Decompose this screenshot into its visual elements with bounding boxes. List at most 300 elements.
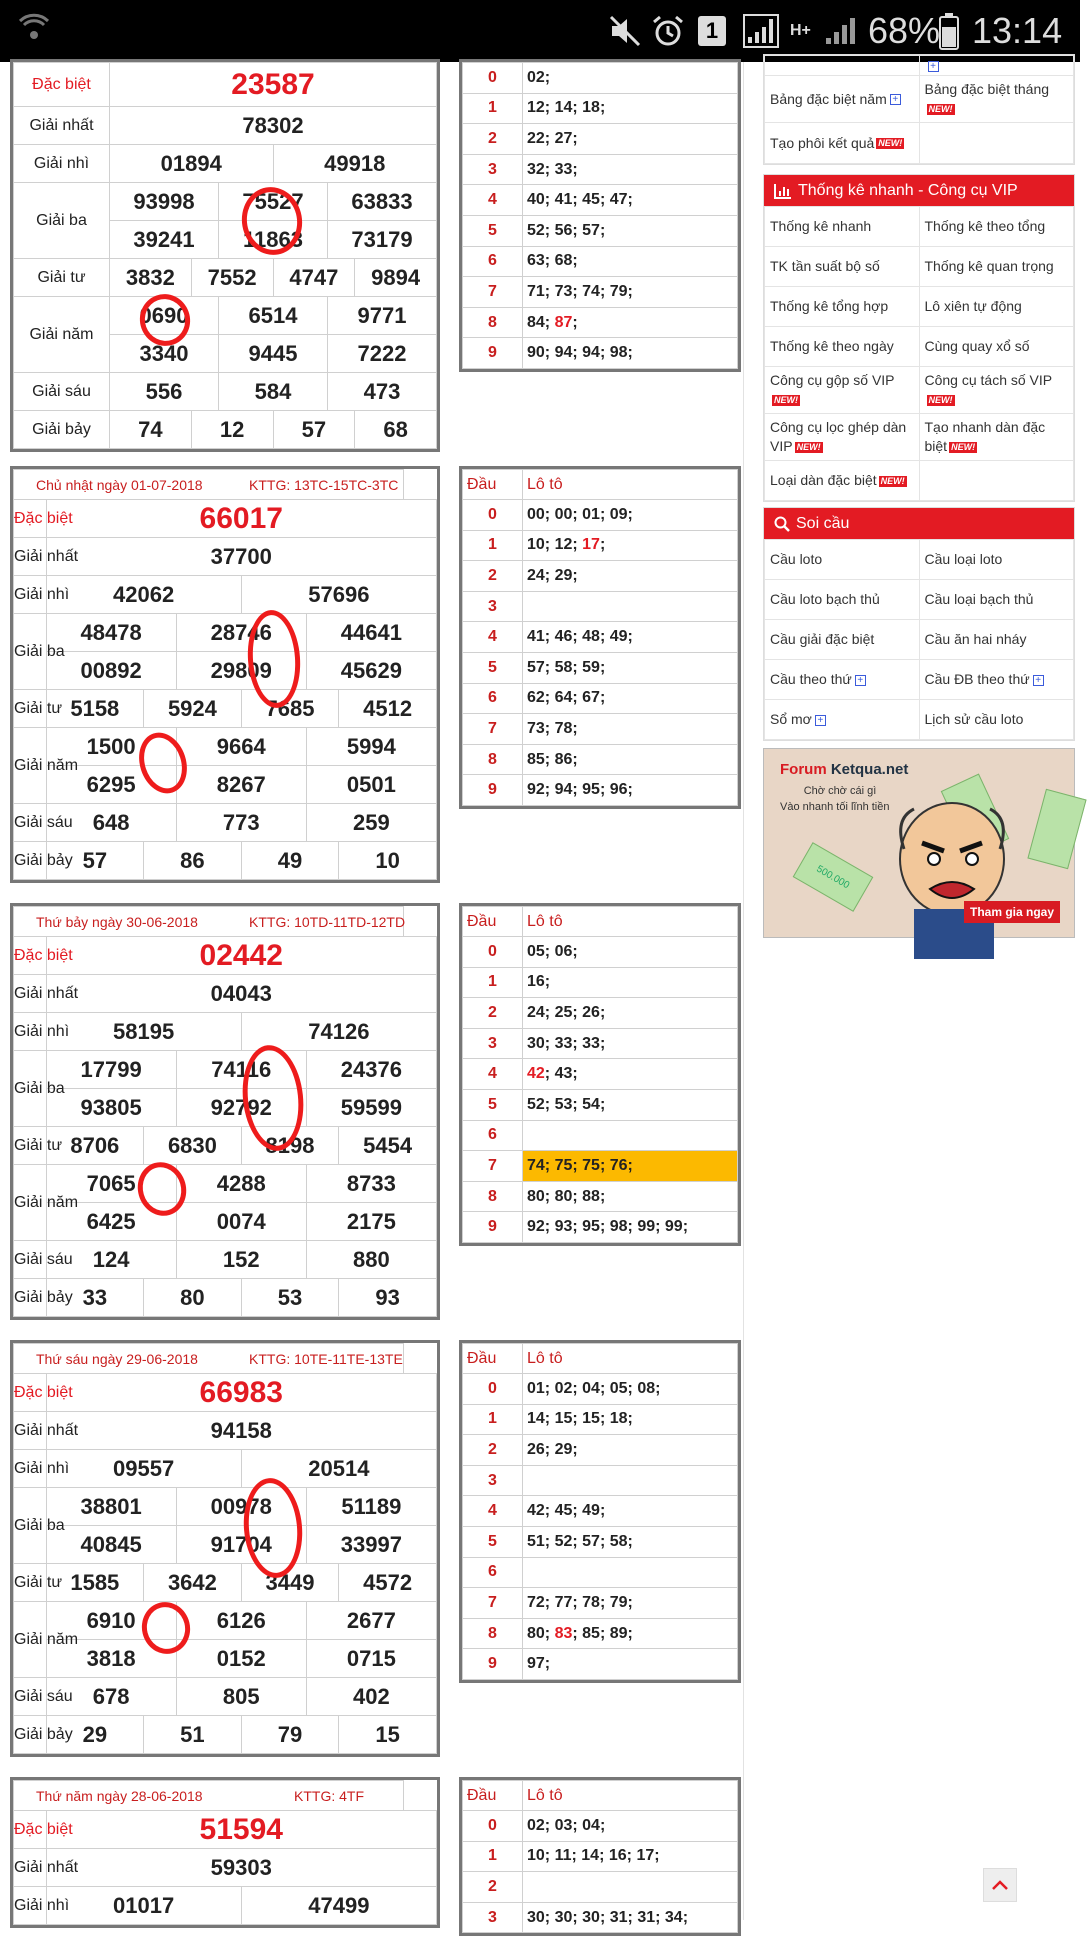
dau-digit: 4: [463, 1059, 523, 1090]
loto-cell: 26; 29;: [523, 1435, 738, 1466]
loto-table: [459, 903, 741, 1246]
third-prize: 29809: [176, 652, 306, 690]
loto-number: 85: [582, 1624, 600, 1642]
third-prize: 33997: [306, 1526, 436, 1564]
sidebar-link-bang-dac-biet-nam[interactable]: Bảng đặc biệt năm +: [765, 76, 920, 123]
plus-icon: +: [815, 715, 826, 726]
dau-digit: 3: [463, 154, 523, 185]
loto-number: 05: [527, 942, 545, 960]
label-giai-nhi: Giải nhì: [14, 145, 110, 183]
loto-number: 83: [554, 1624, 573, 1642]
label-giai-nhi: Giải nhì: [14, 576, 47, 614]
loto-table: [459, 1777, 741, 1936]
sixth-prize: 473: [328, 373, 437, 411]
loto-number: 98: [609, 1218, 628, 1236]
fifth-prize: 8733: [306, 1165, 436, 1203]
join-button[interactable]: Tham gia ngay: [964, 901, 1060, 923]
loto-cell: 22; 27;: [523, 124, 738, 155]
seventh-prize: 57: [273, 411, 355, 449]
loto-number: 79: [609, 282, 628, 300]
loto-number: 52: [554, 1532, 573, 1550]
draw-header[interactable]: [14, 907, 404, 937]
loto-number: 63: [527, 252, 545, 270]
loto-number: 99: [637, 1218, 656, 1236]
loto-header: Lô tô: [523, 907, 738, 937]
label-dac-biet: Đặc biệt: [14, 63, 110, 107]
loto-cell: 32; 33;: [523, 154, 738, 185]
loto-number: 98: [609, 344, 628, 362]
status-bar: [0, 0, 1080, 62]
fifth-prize: 0715: [306, 1640, 436, 1678]
loto-number: 57: [582, 1532, 600, 1550]
loto-number: 73: [527, 719, 545, 737]
third-prize: 40845: [46, 1526, 176, 1564]
dau-digit: 2: [463, 561, 523, 592]
loto-number: 09: [609, 505, 628, 523]
dau-digit: 3: [463, 1028, 523, 1059]
second-prize: 57696: [241, 576, 436, 614]
fourth-prize: 7685: [241, 690, 339, 728]
loto-cell: 24; 25; 26;: [523, 998, 738, 1029]
loto-header: Lô tô: [523, 1781, 738, 1811]
special-prize: 66017: [46, 500, 436, 538]
alarm-icon: [650, 0, 686, 62]
loto-number: 74: [527, 1156, 545, 1174]
fifth-prize: 6910: [46, 1602, 176, 1640]
dau-digit: 0: [463, 63, 523, 94]
loto-number: 25: [554, 1003, 573, 1021]
bar-chart-icon: [774, 183, 792, 199]
loto-number: 53: [554, 1095, 573, 1113]
loto-number: 31: [609, 1908, 628, 1926]
fourth-prize: 4747: [273, 259, 355, 297]
loto-number: 93: [554, 1218, 573, 1236]
loto-cell: 42; 43;: [523, 1059, 738, 1090]
loto-cell: 97;: [523, 1649, 738, 1680]
sixth-prize: 880: [306, 1241, 436, 1279]
sidebar-link-bang-dac-biet-thang[interactable]: Bảng đặc biệt thángNEW!: [919, 76, 1074, 123]
draw-date-link[interactable]: Chủ nhật ngày 01-07-2018: [36, 476, 203, 493]
loto-number: 15: [554, 1410, 573, 1428]
fourth-prize: 5158: [46, 690, 144, 728]
sidebar-link[interactable]: Công cụ tách số VIPNEW!: [919, 367, 1074, 414]
draw-date-link[interactable]: Thứ năm ngày 28-06-2018: [36, 1787, 203, 1804]
label-dac-biet: Đặc biệt: [14, 937, 47, 975]
sidebar-link[interactable]: Công cụ gộp số VIPNEW!: [765, 367, 920, 414]
loto-cell: [523, 1120, 738, 1151]
sidebar-link[interactable]: Cầu ăn hai nháy: [919, 620, 1074, 660]
loto-number: 06: [554, 942, 573, 960]
loto-number: 15: [582, 1410, 600, 1428]
fourth-prize: 7552: [191, 259, 273, 297]
sixth-prize: 584: [219, 373, 328, 411]
loto-number: 95: [582, 781, 600, 799]
sidebar-link[interactable]: Công cụ lọc ghép dàn VIP NEW!: [765, 414, 920, 461]
loto-number: 00: [554, 505, 573, 523]
loto-number: 32: [527, 160, 545, 178]
first-prize: 37700: [46, 538, 436, 576]
loto-number: 78: [554, 719, 573, 737]
label-giai-tu: Giải tư: [14, 690, 47, 728]
sidebar-link[interactable]: Cùng quay xổ số: [919, 327, 1074, 367]
label-giai-ba: Giải ba: [14, 614, 47, 690]
loto-number: 33: [582, 1034, 600, 1052]
loto-number: 30: [554, 1908, 573, 1926]
fourth-prize: 4512: [339, 690, 437, 728]
loto-cell: 72; 77; 78; 79;: [523, 1588, 738, 1619]
dau-digit: 9: [463, 1212, 523, 1243]
loto-cell: 10; 11; 14; 16; 17;: [523, 1841, 738, 1872]
clock: 13:14: [972, 10, 1063, 51]
loto-number: 31: [637, 1908, 656, 1926]
label-giai-nhat: Giải nhất: [14, 538, 47, 576]
label-dac-biet: Đặc biệt: [14, 500, 47, 538]
loto-cell: 84; 87;: [523, 307, 738, 338]
loto-number: 04: [582, 1816, 600, 1834]
loto-number: 40: [527, 191, 545, 209]
sim-icon: 1: [698, 0, 726, 62]
second-prize: 09557: [46, 1450, 241, 1488]
kttg-label: KTTG: 10TE-11TE-13TE: [249, 1350, 403, 1367]
third-prize: 28746: [176, 614, 306, 652]
label-giai-nhat: Giải nhất: [14, 1849, 47, 1887]
loto-cell: 02;: [523, 63, 738, 94]
loto-number: 56: [554, 221, 573, 239]
draw-header[interactable]: [14, 1344, 404, 1374]
dau-digit: 5: [463, 652, 523, 683]
loto-header: Lô tô: [523, 1344, 738, 1374]
sidebar-link[interactable]: Tạo nhanh dàn đặc biệt NEW!: [919, 414, 1074, 461]
mute-icon: [608, 0, 642, 62]
third-prize: 45629: [306, 652, 436, 690]
sixth-prize: 259: [306, 804, 436, 842]
fourth-prize: 5454: [339, 1127, 437, 1165]
plus-icon: +: [890, 94, 901, 105]
loto-number: 97: [527, 1655, 545, 1673]
fifth-prize: 9771: [328, 297, 437, 335]
draw-header[interactable]: [14, 470, 404, 500]
sidebar-link: [919, 461, 1074, 501]
loto-number: 14: [581, 1847, 600, 1865]
label-giai-sau: Giải sáu: [14, 1678, 47, 1716]
scroll-to-top-button[interactable]: [983, 1868, 1017, 1902]
label-giai-nam: Giải năm: [14, 297, 110, 373]
sidebar-link[interactable]: Sổ mơ +: [765, 700, 920, 740]
fourth-prize: 3832: [110, 259, 192, 297]
loto-cell: 30; 33; 33;: [523, 1028, 738, 1059]
third-prize: 00892: [46, 652, 176, 690]
sidebar-link[interactable]: Cầu theo thứ +: [765, 660, 920, 700]
loto-number: 30: [582, 1908, 600, 1926]
seventh-prize: 79: [241, 1716, 339, 1754]
fourth-prize: 6830: [144, 1127, 242, 1165]
loto-cell: 30; 30; 30; 31; 31; 34;: [523, 1902, 738, 1933]
seventh-prize: 80: [144, 1279, 242, 1317]
dau-digit: 8: [463, 307, 523, 338]
label-dac-biet: Đặc biệt: [14, 1811, 47, 1849]
second-prize: 01017: [46, 1887, 241, 1925]
loto-number: 45: [582, 191, 600, 209]
dau-digit: 7: [463, 277, 523, 308]
sidebar-link-tao-phoi[interactable]: Tạo phôi kết quả NEW!: [765, 123, 920, 164]
loto-cell: 41; 46; 48; 49;: [523, 622, 738, 653]
result-table: [10, 466, 440, 883]
fifth-prize: 2175: [306, 1203, 436, 1241]
dau-digit: 1: [463, 967, 523, 998]
loto-number: 27: [554, 129, 573, 147]
loto-table: [459, 59, 741, 372]
dau-digit: 3: [463, 591, 523, 622]
loto-number: 79: [609, 1593, 628, 1611]
loto-number: 49: [609, 628, 628, 646]
loto-cell: 52; 56; 57;: [523, 215, 738, 246]
fourth-prize: 4572: [339, 1564, 437, 1602]
loto-number: 41: [554, 191, 573, 209]
fifth-prize: 4288: [176, 1165, 306, 1203]
label-giai-sau: Giải sáu: [14, 804, 47, 842]
loto-number: 87: [554, 313, 573, 331]
dau-digit: 3: [463, 1902, 523, 1933]
loto-number: 75: [554, 1156, 573, 1174]
fifth-prize: 9664: [176, 728, 306, 766]
third-prize: 48478: [46, 614, 176, 652]
loto-number: 33: [554, 1034, 573, 1052]
loto-number: 16: [527, 973, 545, 991]
fifth-prize: 8267: [176, 766, 306, 804]
loto-number: 43: [554, 1065, 573, 1083]
loto-number: 88: [582, 1187, 600, 1205]
first-prize: 78302: [110, 107, 437, 145]
loto-number: 26: [582, 1003, 600, 1021]
fourth-prize: 9894: [355, 259, 437, 297]
seventh-prize: 15: [339, 1716, 437, 1754]
loto-cell: 80; 83; 85; 89;: [523, 1618, 738, 1649]
first-prize: 04043: [46, 975, 436, 1013]
sidebar-link[interactable]: Thống kê theo ngày: [765, 327, 920, 367]
loto-number: 86: [554, 750, 573, 768]
loto-cell: [523, 591, 738, 622]
dau-digit: 7: [463, 714, 523, 745]
signal-bars-icon: [824, 0, 858, 62]
loto-cell: 05; 06;: [523, 937, 738, 968]
label-giai-sau: Giải sáu: [14, 373, 110, 411]
fifth-prize: 6514: [219, 297, 328, 335]
angry-man-illustration: [874, 789, 1034, 959]
loto-number: 46: [554, 628, 573, 646]
sidebar-link[interactable]: Cầu loto bạch thủ: [765, 580, 920, 620]
loto-number: 51: [527, 1532, 545, 1550]
sidebar-link[interactable]: Lịch sử cầu loto: [919, 700, 1074, 740]
loto-cell: 51; 52; 57; 58;: [523, 1526, 738, 1557]
seventh-prize: 57: [46, 842, 144, 880]
dau-digit: 0: [463, 500, 523, 531]
sidebar-link[interactable]: Cầu loại bạch thủ: [919, 580, 1074, 620]
new-badge: NEW!: [878, 138, 903, 149]
new-badge: NEW!: [951, 441, 976, 452]
third-prize: 93805: [46, 1089, 176, 1127]
sixth-prize: 648: [46, 804, 176, 842]
third-prize: 17799: [46, 1051, 176, 1089]
sixth-prize: 402: [306, 1678, 436, 1716]
fifth-prize: 0690: [110, 297, 219, 335]
loto-number: 52: [527, 1095, 545, 1113]
special-prize: 23587: [110, 63, 437, 107]
loto-number: 16: [608, 1847, 627, 1865]
loto-number: 18: [582, 99, 600, 117]
sidebar-link[interactable]: Lô xiên tự động: [919, 287, 1074, 327]
sixth-prize: 805: [176, 1678, 306, 1716]
loto-number: 29: [554, 1440, 573, 1458]
dau-digit: 0: [463, 1811, 523, 1842]
dau-digit: 5: [463, 1526, 523, 1557]
dau-header: Đầu: [463, 470, 523, 500]
dau-digit: 2: [463, 124, 523, 155]
search-icon: [774, 516, 790, 532]
sidebar-link[interactable]: Thống kê tổng hợp: [765, 287, 920, 327]
loto-number: 11: [554, 1847, 572, 1865]
soicau-box: [763, 507, 1075, 741]
loto-table: [459, 466, 741, 809]
dau-digit: 7: [463, 1588, 523, 1619]
label-giai-bay: Giải bảy: [14, 1716, 47, 1754]
loto-cell: 85; 86;: [523, 744, 738, 775]
kttg-label: KTTG: 4TF: [294, 1787, 364, 1804]
loto-number: 92: [527, 1218, 545, 1236]
sidebar-link[interactable]: Thống kê nhanh: [765, 207, 920, 247]
dau-digit: 6: [463, 246, 523, 277]
dau-digit: 0: [463, 1374, 523, 1405]
loto-cell: 01; 02; 04; 05; 08;: [523, 1374, 738, 1405]
dau-header: Đầu: [463, 1781, 523, 1811]
loto-cell: 57; 58; 59;: [523, 652, 738, 683]
loto-number: 84: [527, 313, 545, 331]
loto-number: 47: [609, 191, 628, 209]
loto-number: 73: [554, 282, 573, 300]
second-prize: 42062: [46, 576, 241, 614]
sidebar-link[interactable]: Loại dàn đặc biệt NEW!: [765, 461, 920, 501]
dau-digit: 8: [463, 1618, 523, 1649]
plus-icon: +: [855, 675, 866, 686]
dau-digit: 8: [463, 744, 523, 775]
loto-number: 26: [527, 1440, 545, 1458]
sidebar-link[interactable]: Cầu giải đặc biệt: [765, 620, 920, 660]
draw-header[interactable]: [14, 1781, 404, 1811]
loto-number: 49: [582, 1502, 600, 1520]
fifth-prize: 5994: [306, 728, 436, 766]
sidebar-link[interactable]: Thống kê quan trọng: [919, 247, 1074, 287]
sidebar-link[interactable]: Cầu loại loto: [919, 540, 1074, 580]
new-badge: NEW!: [928, 394, 953, 405]
sixth-prize: 556: [110, 373, 219, 411]
loto-number: 80: [527, 1624, 545, 1642]
label-giai-tu: Giải tư: [14, 1127, 47, 1165]
seventh-prize: 53: [241, 1279, 339, 1317]
loto-cell: 74; 75; 75; 76;: [523, 1151, 738, 1182]
dau-digit: 6: [463, 683, 523, 714]
label-giai-nhi: Giải nhì: [14, 1013, 47, 1051]
loto-number: 00: [527, 505, 545, 523]
loto-cell: 12; 14; 18;: [523, 93, 738, 124]
label-giai-nam: Giải năm: [14, 1602, 47, 1678]
label-giai-nam: Giải năm: [14, 1165, 47, 1241]
fifth-prize: 6425: [46, 1203, 176, 1241]
loto-cell: 16;: [523, 967, 738, 998]
loto-number: 76: [609, 1156, 628, 1174]
loto-number: 80: [527, 1187, 545, 1205]
loto-cell: [523, 1557, 738, 1588]
result-table: [10, 59, 440, 452]
loto-number: 14: [527, 1410, 545, 1428]
loto-number: 92: [527, 781, 545, 799]
sidebar-link[interactable]: Thống kê theo tổng: [919, 207, 1074, 247]
loto-number: 96: [609, 781, 628, 799]
signal-icon: [742, 0, 780, 62]
label-giai-ba: Giải ba: [14, 1051, 47, 1127]
loto-cell: 62; 64; 67;: [523, 683, 738, 714]
loto-number: 22: [527, 129, 545, 147]
loto-number: 01: [527, 1379, 545, 1397]
battery-percent: 68%: [868, 10, 941, 51]
fifth-prize: 9445: [219, 335, 328, 373]
network-type: H+: [790, 22, 811, 39]
loto-number: 58: [609, 1532, 628, 1550]
loto-number: 95: [582, 1218, 600, 1236]
seventh-prize: 33: [46, 1279, 144, 1317]
loto-number: 94: [554, 344, 573, 362]
loto-number: 77: [554, 1593, 573, 1611]
label-giai-bay: Giải bảy: [14, 1279, 47, 1317]
third-prize: 39241: [110, 221, 219, 259]
thongke-box: [763, 174, 1075, 502]
forum-banner[interactable]: Forum Ketqua.net Chờ chờ cái gì Vào nhanh tối lĩnh tiền 500.000 Tham gia ngay: [763, 748, 1075, 938]
wifi-calling-icon: [14, 0, 54, 62]
dau-digit: 2: [463, 998, 523, 1029]
chevron-up-icon: [991, 1879, 1009, 1891]
fourth-prize: 8706: [46, 1127, 144, 1165]
dau-digit: 5: [463, 1089, 523, 1120]
plus-icon: +: [928, 61, 939, 72]
second-prize: 01894: [110, 145, 274, 183]
dau-digit: 7: [463, 1151, 523, 1182]
loto-number: 52: [527, 221, 545, 239]
third-prize: 11863: [219, 221, 328, 259]
loto-number: 02: [527, 1816, 545, 1834]
loto-cell: 40; 41; 45; 47;: [523, 185, 738, 216]
fifth-prize: 3340: [110, 335, 219, 373]
sixth-prize: 773: [176, 804, 306, 842]
draw-date-link[interactable]: Thứ sáu ngày 29-06-2018: [36, 1350, 198, 1367]
new-badge: NEW!: [928, 103, 953, 114]
sidebar-link[interactable]: Cầu loto: [765, 540, 920, 580]
sidebar-link[interactable]: TK tần suất bộ số: [765, 247, 920, 287]
draw-date-link[interactable]: Thứ bảy ngày 30-06-2018: [36, 913, 198, 930]
dau-digit: 9: [463, 338, 523, 369]
third-prize: 75527: [219, 183, 328, 221]
fifth-prize: 0074: [176, 1203, 306, 1241]
dau-digit: 1: [463, 93, 523, 124]
seventh-prize: 74: [110, 411, 192, 449]
seventh-prize: 51: [144, 1716, 242, 1754]
label-giai-ba: Giải ba: [14, 183, 110, 259]
dau-digit: 2: [463, 1435, 523, 1466]
sidebar-link[interactable]: Cầu ĐB theo thứ +: [919, 660, 1074, 700]
loto-number: 02: [527, 68, 545, 86]
first-prize: 94158: [46, 1412, 436, 1450]
kttg-label: KTTG: 13TC-15TC-3TC: [249, 476, 399, 493]
fifth-prize: 6295: [46, 766, 176, 804]
loto-number: 42: [527, 1502, 545, 1520]
loto-cell: [523, 1872, 738, 1903]
